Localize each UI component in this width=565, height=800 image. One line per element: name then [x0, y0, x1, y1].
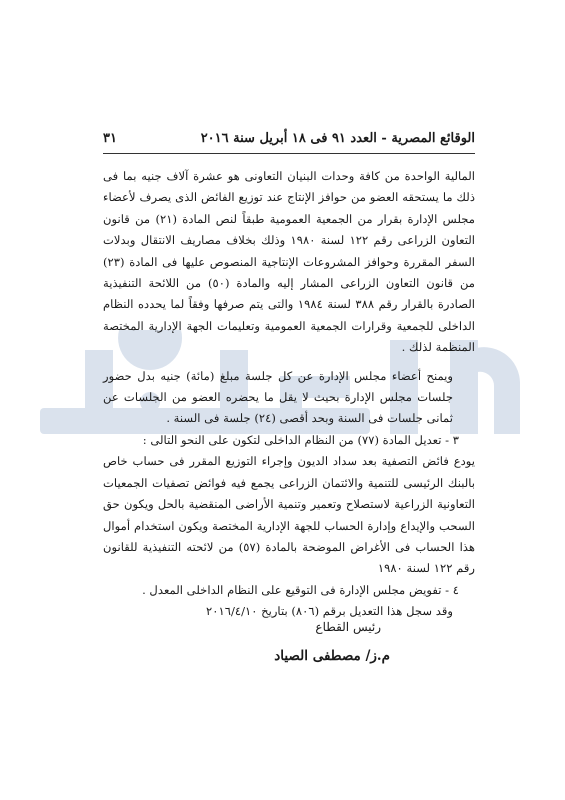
signature-name: م.ز/ مصطفى الصياد	[274, 648, 390, 664]
page-number: ٣١	[103, 131, 117, 146]
header-divider	[103, 153, 475, 154]
article-body	[103, 166, 475, 623]
paragraph-6: وقد سجل هذا التعديل برقم (٨٠٦) بتاريخ ٢٠١٦/٤/١٠	[206, 604, 453, 619]
paragraph-4: يودع فائض التصفية بعد سداد الديون وإجراء التوزيع المقرر فى حساب خاص بالبنك الرئيسى للتنمية والائتمان الزراعى يجمع فيه فوائض تصفيات الجمعيات التعاونية الزراعية لاستصلاح وتعمير وتنمية الأراضى المنقضية بالحل ويكون حق السحب والإيداع وإدارة الحساب للجهة الإدارية المختصة ويكون استخدام أموال هذا الحساب فى الأغراض الموضحة بالمادة (٥٧) من لائحته التنفيذية للقانون رقم ١٢٢ لسنة ١٩٨٠	[103, 454, 475, 576]
page-header	[103, 131, 475, 153]
paragraph-1: المالية الواحدة من كافة وحدات البنيان التعاونى هو عشرة آلاف جنيه بما فى ذلك ما يستحقه العضو من حوافز الإنتاج عند توزيع الفائض الذى يصرف لأعضاء مجلس الإدارة بقرار من الجمعية العمومية طبقاً لنص المادة (٢١) من قانون التعاون الزراعى رقم ١٢٢ لسنة ١٩٨٠ وذلك بخلاف مصاريف الانتقال وبدلات السفر المقررة وحوافز المشروعات الإنتاجية المنصوص عليها فى المادة (٢٣) من قانون التعاون الزراعى المشار إليه والمادة (٥٠) من اللائحة التنفيذية الصادرة بالقرار رقم ٣٨٨ لسنة ١٩٨٤ والتى يتم صرفها وفقاً لما يحدده النظام الداخلى للجمعية وقرارات الجمعية العمومية وتعليمات الجهة الإدارية المختصة المنظمة لذلك .	[103, 169, 476, 355]
signature-title: رئيس القطاع	[315, 620, 381, 634]
paragraph-3: ٣ - تعديل المادة (٧٧) من النظام الداخلى لتكون على النحو التالى :	[142, 432, 459, 447]
header-title: الوقائع المصرية - العدد ٩١ فى ١٨ أبريل سنة ٢٠١٦	[200, 131, 475, 146]
paragraph-5: ٤ - تفويض مجلس الإدارة فى التوقيع على النظام الداخلى المعدل .	[142, 582, 459, 597]
paragraph-2: ويمنح أعضاء مجلس الإدارة عن كل جلسة مبلغ (مائة) جنيه بدل حضور جلسات مجلس الإدارة بحيث لا يقل ما يحضره العضو من الجلسات عن ثمانى جلسات فى السنة وبحد أقصى (٢٤) جلسة فى السنة .	[103, 368, 453, 426]
signature-block	[103, 616, 475, 664]
